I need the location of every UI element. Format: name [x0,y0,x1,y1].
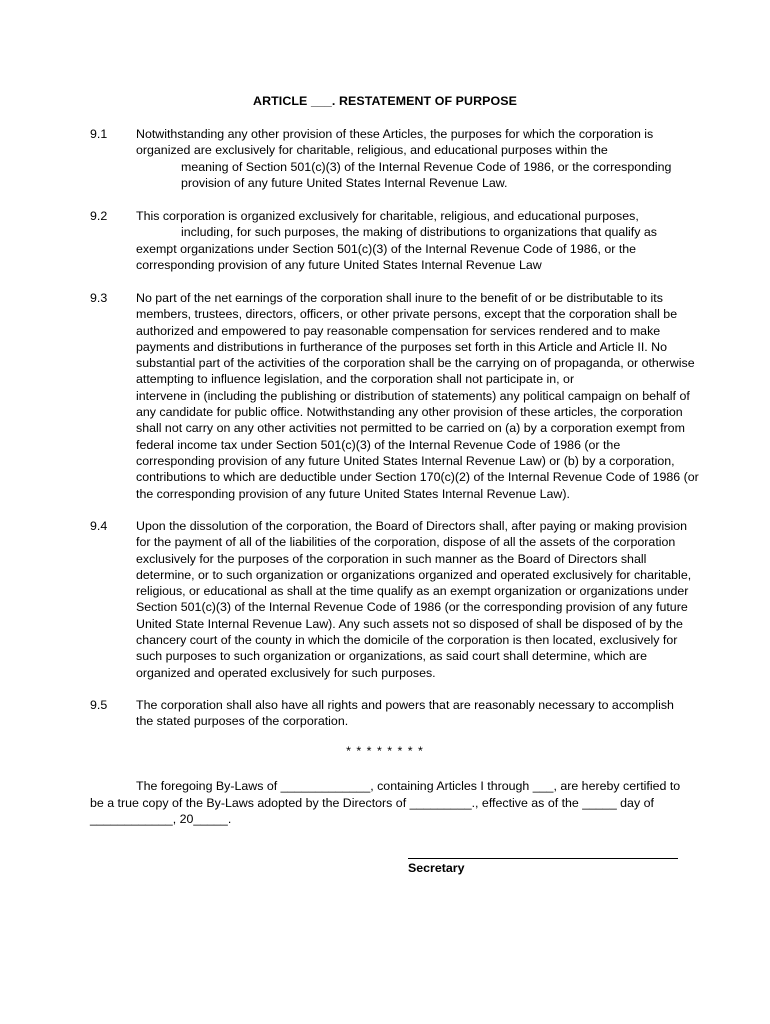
section-text [136,518,692,681]
section-text [136,290,699,502]
text-line: Notwithstanding any other provision of these Articles, the purposes for which the corporation is [136,127,654,141]
text-line: contributions to which are deductible under Section 170(c)(2) of the Internal Revenue Code of 1986 (or [136,470,699,485]
text-line: determine, or to such organization or organizations organized and operated exclusively for charitable, [136,567,692,582]
text-line: This corporation is organized exclusively for charitable, religious, and educational purposes, [136,209,639,223]
section-number: 9.5 [90,698,108,712]
text-line: the corresponding provision of any future United States Internal Revenue Law). [136,486,570,501]
section-text [136,208,681,273]
text-line: The corporation shall also have all rights and powers that are reasonably necessary to accomplish [136,698,674,712]
text-line: United State Internal Revenue Law). Any such assets not so disposed of shall be disposed of by the [136,616,683,631]
section-9-2 [90,208,690,273]
text-line: chancery court of the county in which the domicile of the corporation is then located, exclusively for [136,633,678,648]
section-number: 9.1 [90,127,108,141]
text-line: religious, or educational as shall at the time qualify as an exempt organization or organizations under [136,584,689,599]
text-line: intervene in (including the publishing or distribution of statements) any political campaign on behalf of [136,388,690,403]
signature-label: Secretary [408,861,465,875]
text-line: including, for such purposes, the making of distributions to organizations that qualify as [181,225,657,240]
section-9-5 [90,697,690,730]
section-text [136,126,681,191]
text-line: attempting to influence legislation, and the corporation shall not participate in, or [136,372,575,387]
text-line: for the payment of all of the liabilities of the corporation, dispose of all the assets of the corporation [136,535,676,550]
text-line: No part of the net earnings of the corporation shall inure to the benefit of or be distributable to its [136,291,663,305]
text-line: be a true copy of the By-Laws adopted by the Directors of _________., effective as of the _____ day of [90,795,654,810]
article-title: ARTICLE ___. RESTATEMENT OF PURPOSE [253,94,517,108]
text-line: Section 501(c)(3) of the Internal Revenue Code of 1986 (or the corresponding provision of any future [136,600,688,615]
text-line: exempt organizations under Section 501(c)(3) of the Internal Revenue Code of 1986, or the [136,241,637,256]
text-line: any candidate for public office. Notwithstanding any other provision of these articles, the corporation [136,405,683,420]
section-text [136,697,681,730]
text-line: meaning of Section 501(c)(3) of the Internal Revenue Code of 1986, or the corresponding [181,159,672,174]
text-line: ____________, 20_____. [90,812,232,826]
section-separator: * * * * * * * * [346,744,424,758]
certification-paragraph [90,778,690,828]
section-number: 9.2 [90,209,108,223]
text-line: members, trustees, directors, officers, or other private persons, except that the corporation shall be [136,307,678,322]
text-line: corresponding provision of any future United States Internal Revenue Law [136,257,542,272]
section-9-4 [90,518,690,681]
text-line: organized are exclusively for charitable, religious, and educational purposes within the [136,143,608,158]
section-9-3 [90,290,699,502]
section-number: 9.3 [90,291,108,305]
text-line: such purposes to such organization or organizations, as said court shall determine, which are [136,649,648,664]
text-line: payments and distributions in furtherance of the purposes set forth in this Article and Article II. No [136,339,668,354]
text-line: corresponding provision of any future United States Internal Revenue Law) or (b) by a corporation, [136,453,675,468]
text-line: the stated purposes of the corporation. [136,714,349,729]
signature-line [408,858,678,859]
text-line: shall not carry on any other activities not permitted to be carried on (a) by a corporation exempt from [136,421,685,436]
text-line: substantial part of the activities of the corporation shall be the carrying on of propaganda, or otherwise [136,356,695,371]
section-9-1 [90,126,690,191]
text-line: authorized and empowered to pay reasonable compensation for services rendered and to make [136,323,661,338]
text-line: organized and operated exclusively for such purposes. [136,665,436,680]
text-line: The foregoing By-Laws of _____________, containing Articles I through ___, are hereby certified to [136,779,681,793]
text-line: Upon the dissolution of the corporation, the Board of Directors shall, after paying or making provision [136,519,687,533]
text-line: provision of any future United States Internal Revenue Law. [181,175,508,190]
text-line: exclusively for the purposes of the corporation in such manner as the Board of Directors shall [136,551,647,566]
section-number: 9.4 [90,519,108,533]
text-line: federal income tax under Section 501(c)(3) of the Internal Revenue Code of 1986 (or the [136,437,621,452]
